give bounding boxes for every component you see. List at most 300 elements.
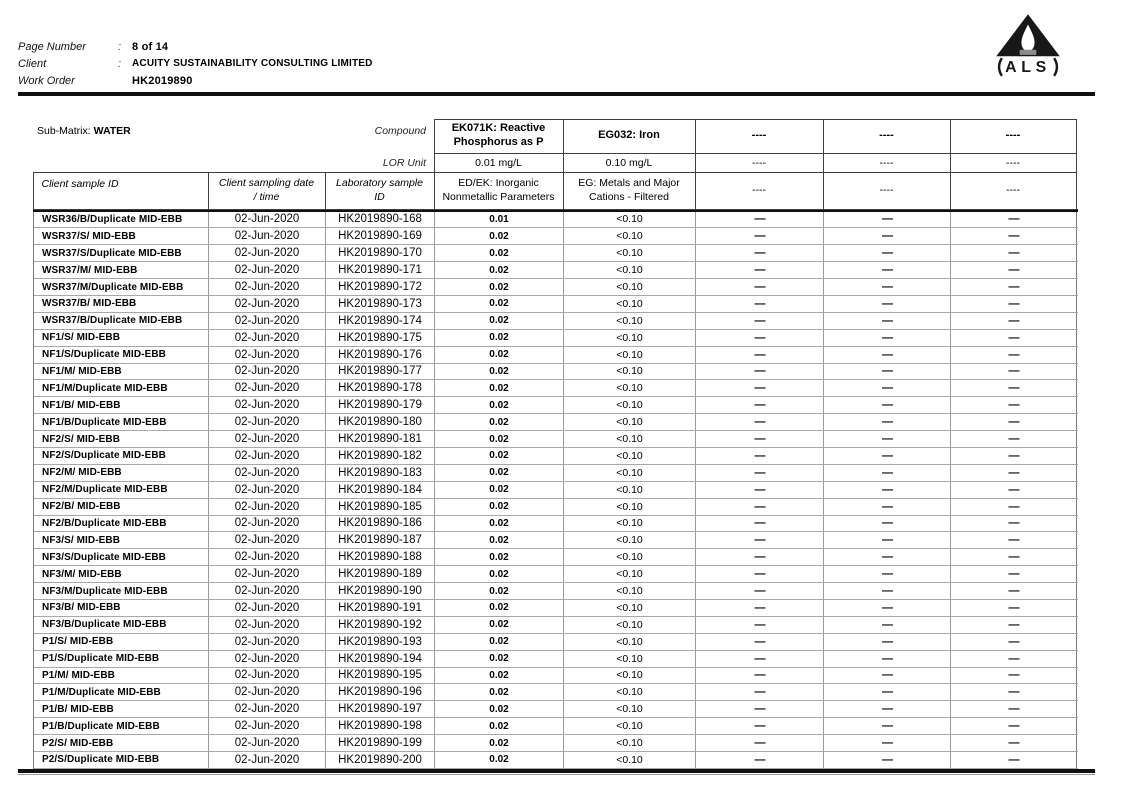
iron-value: <0.10 xyxy=(564,718,696,734)
lab-sample-id-cell: HK2019890-188 xyxy=(326,549,435,565)
sampling-date-cell: 02-Jun-2020 xyxy=(209,330,326,346)
reactive-phosphorus-value: 0.02 xyxy=(435,397,564,413)
page-number-row xyxy=(18,38,373,55)
sample-id-cell: WSR36/B/Duplicate MID-EBB xyxy=(34,212,209,228)
reactive-phosphorus-value: 0.02 xyxy=(435,313,564,329)
sample-id-cell: NF3/S/ MID-EBB xyxy=(34,532,209,548)
lab-sample-id-cell: HK2019890-193 xyxy=(326,634,435,650)
sampling-date-cell: 02-Jun-2020 xyxy=(209,684,326,700)
lab-sample-id-cell: HK2019890-189 xyxy=(326,566,435,582)
table-row xyxy=(34,718,1078,735)
empty-value: — xyxy=(951,566,1077,582)
lor-unit-2: 0.10 mg/L xyxy=(563,153,696,173)
empty-value: — xyxy=(824,701,951,717)
empty-value: — xyxy=(824,600,951,616)
table-row xyxy=(34,296,1078,313)
iron-value: <0.10 xyxy=(564,566,696,582)
sampling-date-cell: 02-Jun-2020 xyxy=(209,448,326,464)
iron-value: <0.10 xyxy=(564,532,696,548)
empty-value: — xyxy=(696,549,824,565)
empty-value: — xyxy=(824,532,951,548)
sample-id-cell: NF2/S/Duplicate MID-EBB xyxy=(34,448,209,464)
empty-value: — xyxy=(824,245,951,261)
empty-value: — xyxy=(696,617,824,633)
lab-sample-id-cell: HK2019890-195 xyxy=(326,668,435,684)
reactive-phosphorus-value: 0.02 xyxy=(435,499,564,515)
table-row xyxy=(34,347,1078,364)
sampling-date-cell: 02-Jun-2020 xyxy=(209,516,326,532)
method-group-4: ---- xyxy=(823,172,951,210)
sampling-date-cell: 02-Jun-2020 xyxy=(209,532,326,548)
sampling-date-cell: 02-Jun-2020 xyxy=(209,228,326,244)
iron-value: <0.10 xyxy=(564,735,696,751)
empty-value: — xyxy=(951,228,1077,244)
empty-value: — xyxy=(696,212,824,228)
header-row2-left xyxy=(33,153,434,172)
empty-value: — xyxy=(951,245,1077,261)
lab-sample-id-cell: HK2019890-191 xyxy=(326,600,435,616)
iron-value: <0.10 xyxy=(564,499,696,515)
empty-value: — xyxy=(824,718,951,734)
empty-value: — xyxy=(824,583,951,599)
method-group-1: ED/EK: Inorganic Nonmetallic Parameters xyxy=(434,172,564,210)
client-sample-id-header: Client sample ID xyxy=(33,172,209,210)
sample-id-cell: NF3/B/Duplicate MID-EBB xyxy=(34,617,209,633)
sampling-date-cell: 02-Jun-2020 xyxy=(209,600,326,616)
sampling-date-cell: 02-Jun-2020 xyxy=(209,279,326,295)
iron-value: <0.10 xyxy=(564,668,696,684)
table-row xyxy=(34,414,1078,431)
empty-value: — xyxy=(824,482,951,498)
lab-sample-id-cell: HK2019890-187 xyxy=(326,532,435,548)
lab-sample-id-cell: HK2019890-178 xyxy=(326,380,435,396)
empty-value: — xyxy=(824,448,951,464)
empty-value: — xyxy=(951,364,1077,380)
empty-value: — xyxy=(951,262,1077,278)
empty-value: — xyxy=(824,752,951,768)
sampling-date-cell: 02-Jun-2020 xyxy=(209,718,326,734)
work-order-label: Work Order xyxy=(18,74,75,87)
empty-value: — xyxy=(824,735,951,751)
sampling-date-cell: 02-Jun-2020 xyxy=(209,617,326,633)
reactive-phosphorus-value: 0.02 xyxy=(435,634,564,650)
table-row xyxy=(34,735,1078,752)
reactive-phosphorus-value: 0.02 xyxy=(435,566,564,582)
empty-value: — xyxy=(824,347,951,363)
iron-value: <0.10 xyxy=(564,634,696,650)
empty-value: — xyxy=(951,397,1077,413)
empty-value: — xyxy=(696,245,824,261)
reactive-phosphorus-value: 0.01 xyxy=(435,212,564,228)
bottom-rule-thick xyxy=(18,769,1095,773)
table-row xyxy=(34,465,1078,482)
empty-value: — xyxy=(696,583,824,599)
reactive-phosphorus-value: 0.02 xyxy=(435,752,564,768)
table-row xyxy=(34,262,1078,279)
empty-value: — xyxy=(696,347,824,363)
empty-value: — xyxy=(951,414,1077,430)
empty-value: — xyxy=(824,330,951,346)
reactive-phosphorus-value: 0.02 xyxy=(435,482,564,498)
iron-value: <0.10 xyxy=(564,380,696,396)
iron-value: <0.10 xyxy=(564,414,696,430)
empty-value: — xyxy=(824,634,951,650)
page-number-label: Page Number xyxy=(18,40,86,53)
table-row xyxy=(34,532,1078,549)
iron-value: <0.10 xyxy=(564,549,696,565)
table-row xyxy=(34,583,1078,600)
empty-value: — xyxy=(951,347,1077,363)
empty-value: — xyxy=(824,668,951,684)
iron-value: <0.10 xyxy=(564,279,696,295)
empty-value: — xyxy=(696,380,824,396)
empty-value: — xyxy=(951,735,1077,751)
method-group-5: ---- xyxy=(950,172,1077,210)
sampling-date-cell: 02-Jun-2020 xyxy=(209,380,326,396)
work-order-value: HK2019890 xyxy=(132,74,193,87)
reactive-phosphorus-value: 0.02 xyxy=(435,279,564,295)
lab-sample-id-cell: HK2019890-175 xyxy=(326,330,435,346)
sample-id-cell: P1/B/ MID-EBB xyxy=(34,701,209,717)
table-row xyxy=(34,566,1078,583)
lab-sample-id-cell: HK2019890-179 xyxy=(326,397,435,413)
empty-value: — xyxy=(824,617,951,633)
empty-value: — xyxy=(951,617,1077,633)
sample-id-cell: NF2/S/ MID-EBB xyxy=(34,431,209,447)
sampling-date-cell: 02-Jun-2020 xyxy=(209,431,326,447)
table-row xyxy=(34,617,1078,634)
sampling-date-cell: 02-Jun-2020 xyxy=(209,752,326,768)
sampling-date-cell: 02-Jun-2020 xyxy=(209,735,326,751)
sample-id-cell: P1/S/ MID-EBB xyxy=(34,634,209,650)
table-row xyxy=(34,212,1078,229)
lab-sample-id-header-line2: ID xyxy=(374,190,385,203)
reactive-phosphorus-value: 0.02 xyxy=(435,583,564,599)
sampling-date-header xyxy=(208,172,326,210)
empty-value: — xyxy=(824,313,951,329)
empty-value: — xyxy=(696,600,824,616)
lor-unit-row-label: LOR Unit xyxy=(382,156,426,169)
sampling-date-cell: 02-Jun-2020 xyxy=(209,583,326,599)
lab-sample-id-cell: HK2019890-171 xyxy=(326,262,435,278)
sampling-date-cell: 02-Jun-2020 xyxy=(209,668,326,684)
reactive-phosphorus-value: 0.02 xyxy=(435,465,564,481)
lab-sample-id-cell: HK2019890-181 xyxy=(326,431,435,447)
compound-header-2: EG032: Iron xyxy=(563,119,696,154)
lab-sample-id-cell: HK2019890-196 xyxy=(326,684,435,700)
sampling-date-header-line2: / time xyxy=(253,190,280,203)
empty-value: — xyxy=(824,414,951,430)
sample-id-cell: NF1/S/Duplicate MID-EBB xyxy=(34,347,209,363)
reactive-phosphorus-value: 0.02 xyxy=(435,380,564,396)
iron-value: <0.10 xyxy=(564,617,696,633)
work-order-row xyxy=(18,72,373,89)
table-row xyxy=(34,499,1078,516)
lab-sample-id-cell: HK2019890-177 xyxy=(326,364,435,380)
compound-header-3: ---- xyxy=(695,119,824,154)
table-row xyxy=(34,651,1078,668)
lor-unit-5: ---- xyxy=(950,153,1077,173)
iron-value: <0.10 xyxy=(564,651,696,667)
lab-sample-id-cell: HK2019890-194 xyxy=(326,651,435,667)
als-logo-icon xyxy=(986,10,1070,82)
lab-sample-id-cell: HK2019890-168 xyxy=(326,212,435,228)
als-logo xyxy=(986,10,1070,82)
page-info-block xyxy=(18,38,373,89)
table-row xyxy=(34,279,1078,296)
sample-id-cell: NF2/M/ MID-EBB xyxy=(34,465,209,481)
table-row xyxy=(34,516,1078,533)
lab-sample-id-cell: HK2019890-176 xyxy=(326,347,435,363)
empty-value: — xyxy=(696,431,824,447)
lab-sample-id-cell: HK2019890-197 xyxy=(326,701,435,717)
bottom-rule-thin xyxy=(18,774,1095,775)
iron-value: <0.10 xyxy=(564,245,696,261)
empty-value: — xyxy=(696,651,824,667)
iron-value: <0.10 xyxy=(564,364,696,380)
separator-colon: : xyxy=(118,57,122,70)
empty-value: — xyxy=(824,549,951,565)
lab-sample-id-cell: HK2019890-186 xyxy=(326,516,435,532)
lor-unit-3: ---- xyxy=(695,153,824,173)
empty-value: — xyxy=(824,364,951,380)
iron-value: <0.10 xyxy=(564,296,696,312)
empty-value: — xyxy=(824,431,951,447)
sampling-date-cell: 02-Jun-2020 xyxy=(209,634,326,650)
lab-sample-id-cell: HK2019890-169 xyxy=(326,228,435,244)
lab-sample-id-cell: HK2019890-199 xyxy=(326,735,435,751)
empty-value: — xyxy=(824,516,951,532)
reactive-phosphorus-value: 0.02 xyxy=(435,668,564,684)
table-row xyxy=(34,634,1078,651)
empty-value: — xyxy=(696,414,824,430)
reactive-phosphorus-value: 0.02 xyxy=(435,600,564,616)
method-group-3: ---- xyxy=(695,172,824,210)
sample-id-cell: P1/S/Duplicate MID-EBB xyxy=(34,651,209,667)
reactive-phosphorus-value: 0.02 xyxy=(435,245,564,261)
empty-value: — xyxy=(696,330,824,346)
sample-id-cell: NF3/M/Duplicate MID-EBB xyxy=(34,583,209,599)
empty-value: — xyxy=(951,448,1077,464)
reactive-phosphorus-value: 0.02 xyxy=(435,262,564,278)
lor-unit-4: ---- xyxy=(823,153,951,173)
empty-value: — xyxy=(696,499,824,515)
empty-value: — xyxy=(824,296,951,312)
reactive-phosphorus-value: 0.02 xyxy=(435,684,564,700)
empty-value: — xyxy=(951,701,1077,717)
empty-value: — xyxy=(696,262,824,278)
empty-value: — xyxy=(951,313,1077,329)
lab-sample-id-cell: HK2019890-182 xyxy=(326,448,435,464)
table-row xyxy=(34,380,1078,397)
reactive-phosphorus-value: 0.02 xyxy=(435,414,564,430)
sampling-date-cell: 02-Jun-2020 xyxy=(209,566,326,582)
sampling-date-cell: 02-Jun-2020 xyxy=(209,262,326,278)
method-group-2: EG: Metals and Major Cations - Filtered xyxy=(563,172,696,210)
sampling-date-cell: 02-Jun-2020 xyxy=(209,296,326,312)
reactive-phosphorus-value: 0.02 xyxy=(435,651,564,667)
iron-value: <0.10 xyxy=(564,600,696,616)
sampling-date-header-line1: Client sampling date xyxy=(218,176,315,189)
compound-header-1: EK071K: Reactive Phosphorus as P xyxy=(434,119,564,154)
table-row xyxy=(34,752,1078,769)
sampling-date-cell: 02-Jun-2020 xyxy=(209,313,326,329)
empty-value: — xyxy=(951,516,1077,532)
sample-id-cell: NF1/B/ MID-EBB xyxy=(34,397,209,413)
lab-sample-id-cell: HK2019890-173 xyxy=(326,296,435,312)
sub-matrix xyxy=(37,125,131,137)
lab-sample-id-cell: HK2019890-180 xyxy=(326,414,435,430)
iron-value: <0.10 xyxy=(564,516,696,532)
empty-value: — xyxy=(824,262,951,278)
reactive-phosphorus-value: 0.02 xyxy=(435,516,564,532)
empty-value: — xyxy=(696,465,824,481)
empty-value: — xyxy=(951,431,1077,447)
table-row xyxy=(34,313,1078,330)
empty-value: — xyxy=(951,718,1077,734)
empty-value: — xyxy=(951,482,1077,498)
iron-value: <0.10 xyxy=(564,313,696,329)
page-bottom-rule xyxy=(18,769,1095,775)
iron-value: <0.10 xyxy=(564,684,696,700)
sampling-date-cell: 02-Jun-2020 xyxy=(209,549,326,565)
empty-value: — xyxy=(824,228,951,244)
page-number-value: 8 of 14 xyxy=(132,40,169,53)
empty-value: — xyxy=(696,296,824,312)
sub-matrix-value: WATER xyxy=(93,125,131,137)
empty-value: — xyxy=(824,566,951,582)
lab-sample-id-cell: HK2019890-198 xyxy=(326,718,435,734)
separator-colon: : xyxy=(118,40,122,53)
reactive-phosphorus-value: 0.02 xyxy=(435,364,564,380)
empty-value: — xyxy=(824,465,951,481)
lab-sample-id-cell: HK2019890-170 xyxy=(326,245,435,261)
table-row xyxy=(34,431,1078,448)
empty-value: — xyxy=(824,279,951,295)
reactive-phosphorus-value: 0.02 xyxy=(435,617,564,633)
iron-value: <0.10 xyxy=(564,347,696,363)
table-row xyxy=(34,668,1078,685)
empty-value: — xyxy=(696,397,824,413)
empty-value: — xyxy=(951,668,1077,684)
empty-value: — xyxy=(951,465,1077,481)
sample-id-cell: WSR37/M/ MID-EBB xyxy=(34,262,209,278)
reactive-phosphorus-value: 0.02 xyxy=(435,532,564,548)
empty-value: — xyxy=(696,684,824,700)
empty-value: — xyxy=(696,279,824,295)
empty-value: — xyxy=(696,313,824,329)
compound-row-label: Compound xyxy=(374,125,426,137)
sample-id-cell: P1/M/Duplicate MID-EBB xyxy=(34,684,209,700)
empty-value: — xyxy=(696,566,824,582)
empty-value: — xyxy=(951,634,1077,650)
sampling-date-cell: 02-Jun-2020 xyxy=(209,651,326,667)
sampling-date-cell: 02-Jun-2020 xyxy=(209,465,326,481)
empty-value: — xyxy=(951,330,1077,346)
sample-id-cell: P1/B/Duplicate MID-EBB xyxy=(34,718,209,734)
reactive-phosphorus-value: 0.02 xyxy=(435,718,564,734)
sample-id-cell: NF3/M/ MID-EBB xyxy=(34,566,209,582)
lab-sample-id-cell: HK2019890-174 xyxy=(326,313,435,329)
results-table xyxy=(33,119,1078,769)
compound-header-5: ---- xyxy=(950,119,1077,154)
lab-sample-id-header xyxy=(325,172,435,210)
iron-value: <0.10 xyxy=(564,752,696,768)
table-row xyxy=(34,364,1078,381)
sampling-date-cell: 02-Jun-2020 xyxy=(209,245,326,261)
iron-value: <0.10 xyxy=(564,330,696,346)
sampling-date-cell: 02-Jun-2020 xyxy=(209,414,326,430)
sample-id-cell: WSR37/S/Duplicate MID-EBB xyxy=(34,245,209,261)
empty-value: — xyxy=(696,228,824,244)
lab-sample-id-cell: HK2019890-200 xyxy=(326,752,435,768)
reactive-phosphorus-value: 0.02 xyxy=(435,448,564,464)
reactive-phosphorus-value: 0.02 xyxy=(435,228,564,244)
sample-id-cell: NF2/M/Duplicate MID-EBB xyxy=(34,482,209,498)
table-row xyxy=(34,448,1078,465)
table-row xyxy=(34,701,1078,718)
empty-value: — xyxy=(696,516,824,532)
table-row xyxy=(34,330,1078,347)
iron-value: <0.10 xyxy=(564,262,696,278)
empty-value: — xyxy=(951,752,1077,768)
empty-value: — xyxy=(951,583,1077,599)
sampling-date-cell: 02-Jun-2020 xyxy=(209,482,326,498)
empty-value: — xyxy=(824,499,951,515)
reactive-phosphorus-value: 0.02 xyxy=(435,296,564,312)
iron-value: <0.10 xyxy=(564,397,696,413)
sample-id-cell: P1/M/ MID-EBB xyxy=(34,668,209,684)
lab-sample-id-cell: HK2019890-190 xyxy=(326,583,435,599)
empty-value: — xyxy=(951,651,1077,667)
table-body xyxy=(33,212,1078,769)
empty-value: — xyxy=(696,532,824,548)
table-header xyxy=(33,119,1078,209)
empty-value: — xyxy=(696,364,824,380)
compound-header-4: ---- xyxy=(823,119,951,154)
sampling-date-cell: 02-Jun-2020 xyxy=(209,701,326,717)
empty-value: — xyxy=(951,532,1077,548)
sample-id-cell: WSR37/S/ MID-EBB xyxy=(34,228,209,244)
lab-sample-id-cell: HK2019890-184 xyxy=(326,482,435,498)
table-row xyxy=(34,397,1078,414)
sampling-date-cell: 02-Jun-2020 xyxy=(209,364,326,380)
empty-value: — xyxy=(696,448,824,464)
reactive-phosphorus-value: 0.02 xyxy=(435,431,564,447)
lab-sample-id-cell: HK2019890-185 xyxy=(326,499,435,515)
reactive-phosphorus-value: 0.02 xyxy=(435,330,564,346)
iron-value: <0.10 xyxy=(564,212,696,228)
table-row xyxy=(34,684,1078,701)
sampling-date-cell: 02-Jun-2020 xyxy=(209,212,326,228)
sample-id-cell: P2/S/Duplicate MID-EBB xyxy=(34,752,209,768)
empty-value: — xyxy=(696,634,824,650)
empty-value: — xyxy=(824,380,951,396)
empty-value: — xyxy=(696,482,824,498)
empty-value: — xyxy=(696,668,824,684)
lab-sample-id-header-line1: Laboratory sample xyxy=(336,176,423,189)
table-row xyxy=(34,245,1078,262)
sub-matrix-label: Sub-Matrix: xyxy=(37,125,91,137)
sampling-date-cell: 02-Jun-2020 xyxy=(209,397,326,413)
iron-value: <0.10 xyxy=(564,228,696,244)
sample-id-cell: P2/S/ MID-EBB xyxy=(34,735,209,751)
empty-value: — xyxy=(696,735,824,751)
iron-value: <0.10 xyxy=(564,482,696,498)
empty-value: — xyxy=(696,718,824,734)
empty-value: — xyxy=(696,752,824,768)
client-label: Client xyxy=(18,57,47,70)
